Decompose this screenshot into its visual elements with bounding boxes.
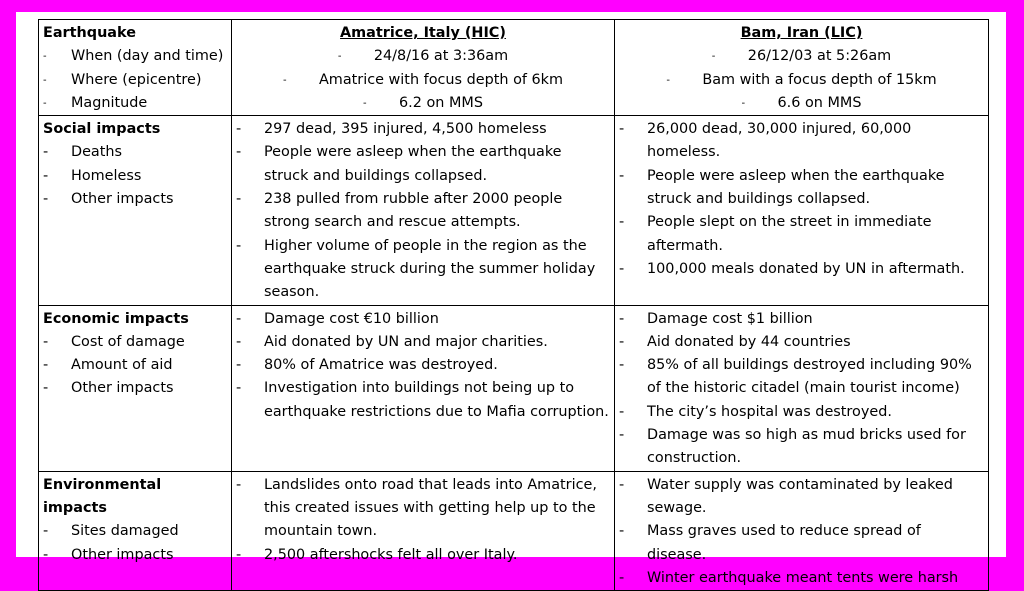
list-item: - 85% of all buildings destroyed including 90% of the historic citadel (main tourist income) bbox=[619, 354, 984, 401]
list-item: - Other impacts bbox=[43, 188, 227, 211]
list-item: - Aid donated by UN and major charities. bbox=[236, 331, 610, 354]
row-heading: Economic impacts bbox=[43, 310, 189, 327]
list-item: - 26,000 dead, 30,000 injured, 60,000 homeless. bbox=[619, 118, 984, 165]
table-row bbox=[39, 471, 989, 590]
list-item: - Amount of aid bbox=[43, 354, 227, 377]
bam-cell bbox=[615, 116, 989, 305]
list-item-text: 6.2 on MMS bbox=[399, 94, 483, 111]
table-row bbox=[39, 305, 989, 471]
list-item: - Water supply was contaminated by leaked sewage. bbox=[619, 474, 984, 521]
column-title: Bam, Iran (LIC) bbox=[740, 25, 863, 41]
bam-cell bbox=[615, 20, 989, 116]
list-item: - Other impacts bbox=[43, 377, 227, 400]
table-row bbox=[39, 20, 989, 116]
list-item: - Landslides onto road that leads into Amatrice, this created issues with getting help up to the mountain town. bbox=[236, 474, 610, 544]
list-item: - Higher volume of people in the region as the earthquake struck during the summer holiday season. bbox=[236, 235, 610, 305]
list-item: - Damage was so high as mud bricks used for construction. bbox=[619, 424, 984, 471]
criteria-cell bbox=[39, 116, 232, 305]
list-item-text: Bam with a focus depth of 15km bbox=[702, 71, 937, 88]
list-item: - Mass graves used to reduce spread of disease. bbox=[619, 520, 984, 567]
row-heading: Social impacts bbox=[43, 121, 161, 138]
document-page bbox=[16, 12, 1006, 586]
criteria-cell bbox=[39, 305, 232, 471]
bam-cell bbox=[615, 471, 989, 590]
row-heading: Environmental impacts bbox=[43, 476, 162, 516]
list-item: - People were asleep when the earthquake struck and buildings collapsed. bbox=[236, 141, 610, 188]
list-item: - Sites damaged bbox=[43, 520, 227, 543]
list-item: - Deaths bbox=[43, 141, 227, 164]
criteria-cell bbox=[39, 20, 232, 116]
list-item: - Magnitude bbox=[43, 92, 227, 115]
row-heading: Earthquake bbox=[43, 25, 136, 41]
list-item: - The city’s hospital was destroyed. bbox=[619, 401, 984, 424]
list-item: - Where (epicentre) bbox=[43, 69, 227, 92]
list-item bbox=[619, 69, 984, 92]
list-item: - People were asleep when the earthquake struck and buildings collapsed. bbox=[619, 165, 984, 212]
list-item bbox=[236, 45, 610, 68]
list-item bbox=[619, 45, 984, 68]
list-item: - Damage cost €10 billion bbox=[236, 308, 610, 331]
list-item: - Investigation into buildings not being up to earthquake restrictions due to Mafia corruption. bbox=[236, 377, 610, 424]
criteria-cell bbox=[39, 471, 232, 590]
list-item: - Homeless bbox=[43, 165, 227, 188]
amatrice-cell bbox=[232, 116, 615, 305]
amatrice-cell bbox=[232, 20, 615, 116]
list-item: - 80% of Amatrice was destroyed. bbox=[236, 354, 610, 377]
earthquake-comparison-table bbox=[38, 19, 989, 591]
list-item: - Cost of damage bbox=[43, 331, 227, 354]
list-item: - When (day and time) bbox=[43, 45, 227, 68]
amatrice-cell bbox=[232, 305, 615, 471]
list-item-text: 26/12/03 at 5:26am bbox=[747, 48, 892, 65]
list-item bbox=[236, 69, 610, 92]
list-item: - Aid donated by 44 countries bbox=[619, 331, 984, 354]
list-item: - 238 pulled from rubble after 2000 people strong search and rescue attempts. bbox=[236, 188, 610, 235]
list-item: - 100,000 meals donated by UN in aftermath. bbox=[619, 258, 984, 281]
list-item: - Damage cost $1 billion bbox=[619, 308, 984, 331]
list-item-text: Amatrice with focus depth of 6km bbox=[318, 71, 564, 88]
list-item: - 2,500 aftershocks felt all over Italy. bbox=[236, 544, 610, 567]
bam-cell bbox=[615, 305, 989, 471]
list-item: - People slept on the street in immediate aftermath. bbox=[619, 211, 984, 258]
list-item bbox=[236, 92, 610, 115]
column-title: Amatrice, Italy (HIC) bbox=[340, 25, 506, 41]
amatrice-cell bbox=[232, 471, 615, 590]
list-item-text: 24/8/16 at 3:36am bbox=[373, 48, 509, 65]
list-item-text: 6.6 on MMS bbox=[777, 94, 862, 111]
list-item: - Winter earthquake meant tents were harsh bbox=[619, 567, 984, 590]
list-item: - Other impacts bbox=[43, 544, 227, 567]
list-item bbox=[619, 92, 984, 115]
list-item: - 297 dead, 395 injured, 4,500 homeless bbox=[236, 118, 610, 141]
table-row bbox=[39, 116, 989, 305]
